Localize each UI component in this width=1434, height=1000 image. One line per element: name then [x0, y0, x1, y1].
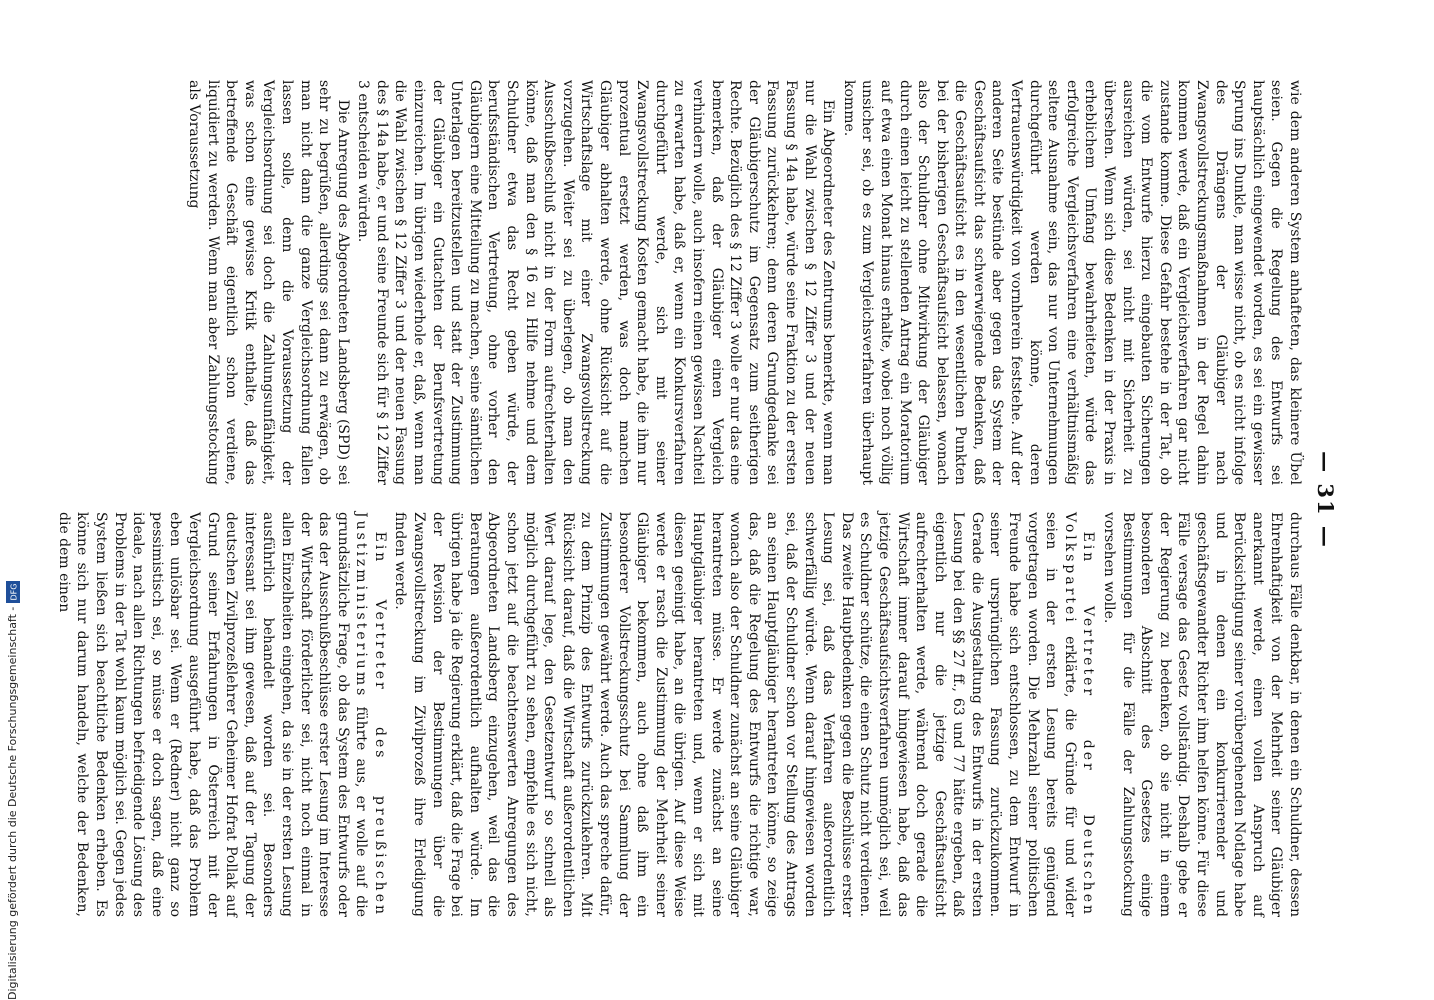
- left-paragraph-1: wie dem anderen System anhafteten, das kleinere Übel seien. Gegen die Regelung des Entwurfs sei hauptsächlich eingewendet worden, es sei ein gewisser Sprung ins Dunkle, man wisse nicht, ob es nicht infolge des Drängens der Gläubiger nach Zwangsvollstreckungsmaßnahmen in der Regel dahin kommen werde, daß ein Vergleichsverfahren gar nicht zustande komme. Diese Gefahr bestehe in der Tat, ob die vom Entwurfe hierzu eingebauten Sicherungen ausreichen würden, sei nicht mit Sicherheit zu übersehen. Wenn sich diese Bedenken in der Praxis in erheblichem Umfang bewahrheiteten, würde das erfolgreiche Vergleichsverfahren eine verhältnismäßig seltene Ausnahme sein, das nur von Unternehmungen durchgeführt werden könne, deren Vertrauenswürdigkeit von vornherein feststehe. Auf der anderen Seite bestünde aber gegen das System der Geschäftsaufsicht das schwerwiegende Bedenken, daß die Geschäftsaufsicht es in den wesentlichen Punkten bei der bisherigen Geschäftsaufsicht belassen, wonach also der Schuldner ohne Mitwirkung der Gläubiger durch einen leicht zu stellenden Antrag ein Moratorium auf etwa einen Monat hinaus erhalte, wobei noch völlig unsicher sei, ob es zum Vergleichsverfahren überhaupt komme.: [840, 80, 1303, 485]
- footer-credit: Digitalisierung gefördert durch die Deutsche Forschungsgemeinschaft -: [6, 606, 19, 1000]
- right-column: [55, 512, 1304, 918]
- left-paragraph-2: Ein Abgeordneter des Zentrums bemerkte, wenn man nur die Wahl zwischen § 12 Ziffer 3 und der neuen Fassung § 14a habe, würde seine Fraktion zu der ersten Fassung zurückkehren; denn deren Grundgedanke sei der Gläubigerschutz im Gegensatz zum seitherigen Rechte. Bezüglich des § 12 Ziffer 3 wolle er nur das eine bemerken, daß der Gläubiger einen Vergleich verhindern wolle, auch insofern einen gewissen Nachteil zu erwarten habe, daß er, wenn ein Konkursverfahren durchgeführt werde, sich mit seiner Zwangsvollstreckung Kosten gemacht habe, die ihm nur prozentual ersetzt werden, was doch manchen Gläubiger abhalten werde, ohne Rücksicht auf die Wirtschaftslage mit einer Zwangsvollstreckung vorzugehen. Weiter sei zu überlegen, ob man den Ausschußbeschluß nicht in der Form aufrechterhalten könne, daß man den § 16 zu Hilfe nehme und dem Schuldner etwa das Recht geben würde, der berufsständischen Vertretung, ohne vorher den Gläubigern eine Mitteilung zu machen, seine sämtlichen Unterlagen bereitzustellen und statt der Zustimmung der Gläubiger ein Gutachten der Berufsvertretung einzureichen. Im übrigen wiederhole er, daß, wenn man die Wahl zwischen § 12 Ziffer 3 und der neuen Fassung des § 14a habe, er und seine Freunde sich für § 12 Ziffer 3 entscheiden würden.: [355, 80, 837, 485]
- dfg-logo-icon: [6, 581, 20, 603]
- dfg-logo-text: DFG: [9, 583, 19, 601]
- right-paragraph-2: [391, 512, 1098, 917]
- right-paragraph-3-text: führte aus, er wolle auf die grundsätzliche Frage, ob das System des Entwurfs oder das der Ausschußbeschlüsse erster Lesung im Interesse der Wirtschaft förderlicher sei, nicht noch einmal in allen Einzelheiten eingehen, da sie in der ersten Lesung ausführlich behandelt worden sei. Besonders interessant sei ihm gewesen, daß auf der Tagung der deutschen Zivilprozeßlehrer Geheimer Hofrat Pollak auf Grund seiner Erfahrungen in Österreich mit der Vergleichsordnung ausgeführt habe, daß das Problem eben unlösbar sei. Wenn er (Redner) nicht ganz so pessimistisch sei, so müsse er doch sagen, daß eine ideale, nach allen Richtungen befriedigende Lösung des Problems in der Tat wohl kaum möglich sei. Gegen jedes System ließen sich beachtliche Bedenken erheben. Es könne sich nur darum handeln, welche der Bedenken, die dem einen: [55, 512, 370, 918]
- right-paragraph-2-text: erklärte, die Gründe für und wider seien in der ersten Lesung bereits genügend vorgetragen worden. Die Mehrzahl seiner politischen Freunde habe sich entschlossen, zu dem Entwurf in seiner ursprünglichen Fassung zurückzukommen. Gerade die Ausgestaltung des Entwurfs in der ersten Lesung bei den §§ 27 ff., 63 und 77 hätte ergeben, daß eigentlich nur die jetzige Geschäftsaufsicht aufrechterhalten werde, während doch gerade die Wirtschaft immer darauf hingewiesen habe, daß das jetzige Geschäftsaufsichtsverfahren unmöglich sei, weil es Schuldner schütze, die einen Schutz nicht verdienen. Das zweite Hauptbedenken gegen die Beschlüsse erster Lesung sei, daß das Verfahren außerordentlich schwerfällig würde. Wenn darauf hingewiesen worden sei, daß der Schuldner schon vor Stellung des Antrags an seinen Hauptgläubiger herantreten könne, so zeige das, daß die Regelung des Entwurfs die richtige war, wonach also der Schuldner zunächst an seine Gläubiger herantreten müsse. Er werde zunächst an seine Hauptgläubiger herantreten und, wenn er sich mit diesen geeinigt habe, an die übrigen. Auf diese Weise werde er rasch die Zustimmung der Mehrheit seiner Gläubiger bekommen, auch ohne daß ihm ein besonderer Vollstreckungsschutz bei Sammlung der Zustimmungen gewährt werde. Auch das spreche dafür, zu dem Prinzip des Entwurfs zurückzukehren. Mit Rücksicht darauf, daß die Wirtschaft außerordentlichen Wert darauf lege, den Gesetzentwurf so schnell als möglich durchgeführt zu sehen, empfehle es sich nicht, schon jetzt auf die beachtenswerten Anregungen des Abgeordneten Landsberg einzugehen, weil das die Beratungen außerordentlich aufhalten würde. Im übrigen habe ja die Regierung erklärt, daß die Frage bei der Revision der Bestimmungen über die Zwangsvollstreckung im Zivilprozeß ihre Erledigung finden werde.: [392, 512, 1078, 917]
- footer-text-line: [2, 0, 24, 1000]
- left-column: [84, 80, 1304, 485]
- speaker-label-justiz: Ein Vertreter des preußischen Justizministeriums: [353, 512, 388, 917]
- left-paragraph-3: Die Anregung des Abgeordneten Landsberg (SPD) sei sehr zu begrüßen, allerdings sei dann zu erwägen, ob man nicht dann die ganze Vergleichsordnung fallen lassen solle, denn die Voraussetzung der Vergleichsordnung sei doch die Zahlungsunfähigkeit, was schon eine gewisse Kritik enthalte, daß das betreffende Geschäft eigentlich schon verdiene, liquidiert zu werden. Wenn man aber Zahlungsstockung als Voraussetzung: [185, 80, 351, 485]
- page-number: — 31 —: [1313, 451, 1338, 549]
- speaker-label-dvp: Ein Vertreter der Deutschen Volkspartei: [1061, 512, 1097, 917]
- right-paragraph-3: [54, 512, 389, 917]
- right-paragraph-1: durchaus Fälle denkbar, in denen ein Schuldner, dessen Ehrenhaftigkeit von der Mehrheit seiner Gläubiger anerkannt werde, einen vollen Anspruch auf Berücksichtigung seiner vorübergehenden Notlage habe und in denen ein konkurrierender und geschäftsgewandter Richter ihm helfen könne. Für diese Fälle versage das Gesetz vollständig. Deshalb gebe er der Regierung zu bedenken, ob sie nicht in einem besonderen Abschnitt des Gesetzes einige Bestimmungen für die Fälle der Zahlungsstockung vorsehen wolle.: [1101, 512, 1303, 917]
- digitization-footer: [2, 0, 24, 1000]
